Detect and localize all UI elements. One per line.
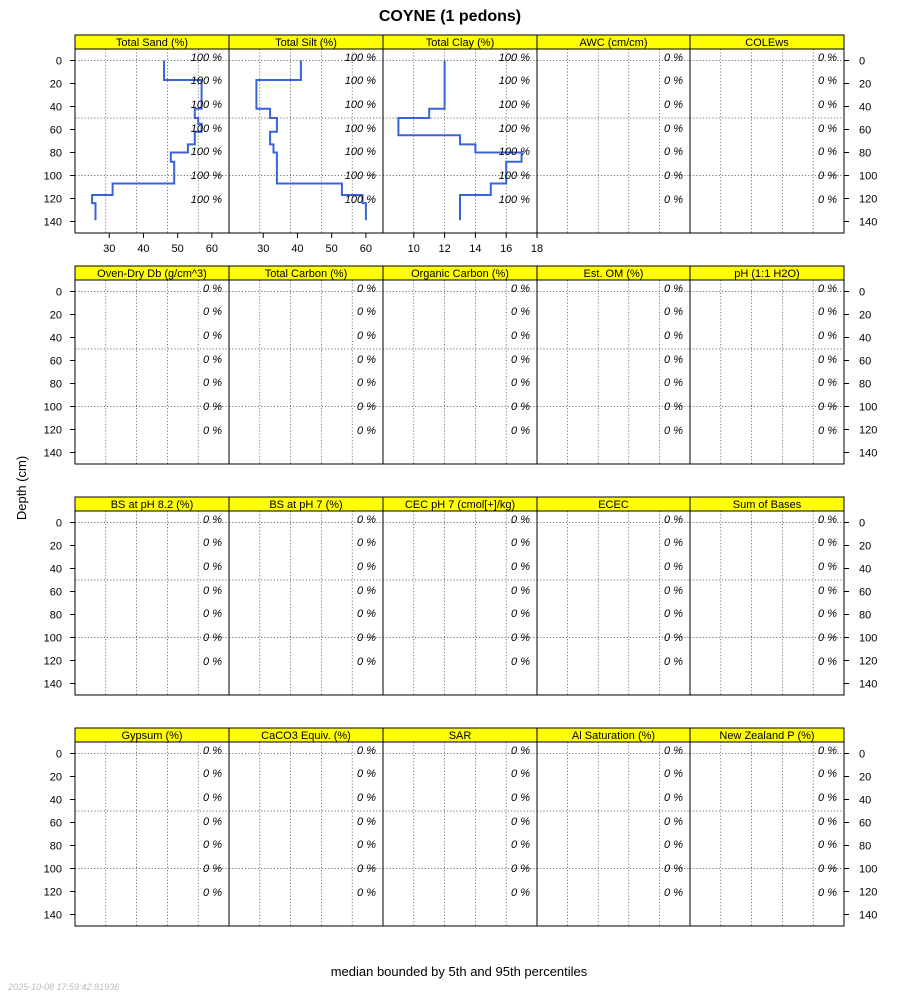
depth-tick-label-right: 140 [859,216,878,229]
percent-label: 0 % [203,608,222,620]
percent-label: 0 % [203,632,222,644]
percent-label: 0 % [357,792,376,804]
percent-label: 0 % [818,608,837,620]
panel [690,266,844,464]
percent-label: 0 % [664,306,683,318]
percent-label: 0 % [818,656,837,668]
percent-label: 0 % [664,146,683,158]
percent-label: 100 % [344,146,376,158]
strip-title: SAR [448,730,472,742]
x-tick-label: 16 [500,243,513,255]
percent-label: 0 % [357,283,376,295]
depth-tick-label-right: 120 [859,886,878,899]
percent-label: 0 % [511,792,530,804]
percent-label: 0 % [664,401,683,413]
strip-title: BS at pH 8.2 (%) [110,499,194,511]
percent-label: 0 % [357,768,376,780]
depth-tick-label-right: 40 [859,794,872,807]
percent-label: 0 % [357,839,376,851]
chart-title: COYNE (1 pedons) [378,8,522,25]
depth-tick-label-left: 100 [43,632,62,645]
panel [383,497,537,695]
percent-label: 0 % [664,816,683,828]
strip-title: CEC pH 7 (cmol[+]/kg) [404,499,516,511]
percent-label: 0 % [203,839,222,851]
depth-tick-label-left: 60 [49,124,62,137]
percent-label: 0 % [664,425,683,437]
percent-label: 0 % [818,306,837,318]
percent-label: 0 % [818,283,837,295]
depth-tick-label-left: 20 [49,540,62,553]
percent-label: 0 % [511,425,530,437]
percent-label: 0 % [511,514,530,526]
percent-label: 0 % [203,537,222,549]
percent-label: 0 % [818,123,837,135]
x-tick-label: 40 [137,243,150,255]
percent-label: 0 % [818,745,837,757]
percent-label: 0 % [357,745,376,757]
depth-tick-label-right: 60 [859,586,872,599]
percent-label: 0 % [818,146,837,158]
depth-tick-label-left: 0 [55,748,62,761]
percent-label: 100 % [498,170,530,182]
panel [383,728,537,926]
depth-tick-label-left: 0 [55,517,62,530]
depth-tick-label-left: 0 [55,55,62,68]
percent-label: 0 % [818,401,837,413]
depth-tick-label-right: 0 [859,748,866,761]
x-tick-label: 50 [171,243,184,255]
percent-label: 100 % [344,123,376,135]
depth-tick-label-right: 80 [859,147,872,160]
depth-tick-label-right: 100 [859,401,878,414]
depth-tick-label-left: 0 [55,286,62,299]
percent-label: 0 % [511,585,530,597]
percent-label: 0 % [203,656,222,668]
strip-title: Total Carbon (%) [264,268,348,280]
percent-label: 100 % [190,75,222,87]
percent-label: 0 % [511,377,530,389]
percent-label: 0 % [818,377,837,389]
percent-label: 0 % [357,425,376,437]
depth-tick-label-left: 100 [43,401,62,414]
percent-label: 0 % [664,863,683,875]
depth-tick-label-right: 60 [859,817,872,830]
depth-tick-label-right: 40 [859,332,872,345]
percent-label: 0 % [818,330,837,342]
x-tick-label: 40 [291,243,304,255]
panels-group [44,35,878,926]
percent-label: 0 % [664,656,683,668]
percent-label: 0 % [818,792,837,804]
percent-label: 0 % [664,283,683,295]
percent-label: 0 % [818,816,837,828]
panel [75,35,229,255]
depth-tick-label-right: 80 [859,609,872,622]
percent-label: 0 % [664,123,683,135]
percent-label: 100 % [498,52,530,64]
depth-tick-label-right: 0 [859,286,866,299]
percent-label: 0 % [818,194,837,206]
depth-tick-label-left: 120 [43,193,62,206]
percent-label: 100 % [190,52,222,64]
percent-label: 100 % [190,146,222,158]
percent-label: 0 % [203,561,222,573]
percent-label: 0 % [818,768,837,780]
depth-tick-label-left: 140 [43,909,62,922]
percent-label: 100 % [498,123,530,135]
strip-title: CaCO3 Equiv. (%) [261,730,351,742]
percent-label: 0 % [818,537,837,549]
depth-tick-label-right: 20 [859,540,872,553]
percent-label: 100 % [190,123,222,135]
percent-label: 100 % [344,99,376,111]
percent-label: 0 % [357,377,376,389]
depth-tick-label-left: 120 [43,886,62,899]
percent-label: 0 % [664,354,683,366]
panel [383,35,543,255]
percent-label: 0 % [664,170,683,182]
x-tick-label: 30 [257,243,270,255]
percent-label: 100 % [498,146,530,158]
panel [690,35,844,233]
strip-title: COLEws [745,37,789,49]
depth-tick-label-right: 100 [859,632,878,645]
strip-title: Total Silt (%) [275,37,337,49]
strip-title: Sum of Bases [732,499,802,511]
percent-label: 0 % [818,354,837,366]
percent-label: 0 % [203,425,222,437]
percent-label: 0 % [664,839,683,851]
percent-label: 100 % [190,170,222,182]
percent-label: 0 % [511,330,530,342]
percent-label: 0 % [511,537,530,549]
depth-tick-label-right: 120 [859,424,878,437]
percent-label: 0 % [203,792,222,804]
strip-title: New Zealand P (%) [719,730,815,742]
percent-label: 0 % [664,585,683,597]
percent-label: 0 % [357,632,376,644]
percent-label: 100 % [190,194,222,206]
x-tick-label: 18 [530,243,544,255]
percent-label: 0 % [664,537,683,549]
depth-tick-label-left: 100 [43,863,62,876]
percent-label: 0 % [511,283,530,295]
percent-label: 0 % [818,75,837,87]
percent-label: 100 % [498,99,530,111]
strip-title: Est. OM (%) [583,268,644,280]
depth-tick-label-left: 40 [49,101,62,114]
percent-label: 0 % [357,354,376,366]
percent-label: 0 % [818,425,837,437]
percent-label: 0 % [818,839,837,851]
percent-label: 0 % [511,306,530,318]
timestamp: 2025-10-08 17:59:42.81936 [8,982,120,992]
percent-label: 0 % [357,561,376,573]
depth-tick-label-right: 20 [859,309,872,322]
percent-label: 0 % [511,768,530,780]
percent-label: 0 % [203,283,222,295]
depth-tick-label-right: 140 [859,909,878,922]
depth-tick-label-right: 120 [859,655,878,668]
depth-tick-label-left: 100 [43,170,62,183]
percent-label: 0 % [664,608,683,620]
panel [690,497,844,695]
percent-label: 0 % [818,585,837,597]
panel [537,497,690,695]
percent-label: 0 % [511,816,530,828]
depth-tick-label-right: 0 [859,55,866,68]
strip-title: BS at pH 7 (%) [269,499,343,511]
percent-label: 0 % [664,99,683,111]
percent-label: 0 % [203,401,222,413]
strip-title: pH (1:1 H2O) [734,268,800,280]
percent-label: 0 % [203,745,222,757]
depth-tick-label-left: 80 [49,840,62,853]
percent-label: 0 % [511,863,530,875]
depth-tick-label-right: 140 [859,678,878,691]
percent-label: 0 % [511,401,530,413]
depth-tick-label-left: 40 [49,332,62,345]
strip-title: AWC (cm/cm) [579,37,648,49]
strip-title: Oven-Dry Db (g/cm^3) [97,268,207,280]
percent-label: 0 % [511,561,530,573]
percent-label: 0 % [203,306,222,318]
depth-tick-label-left: 60 [49,586,62,599]
depth-tick-label-left: 80 [49,609,62,622]
percent-label: 0 % [203,514,222,526]
percent-label: 100 % [344,52,376,64]
percent-label: 0 % [511,887,530,899]
strip-title: Total Clay (%) [425,37,495,49]
depth-tick-label-right: 0 [859,517,866,530]
depth-tick-label-right: 40 [859,101,872,114]
percent-label: 100 % [344,170,376,182]
percent-label: 0 % [664,194,683,206]
percent-label: 0 % [818,52,837,64]
depth-tick-label-left: 60 [49,355,62,368]
depth-tick-label-left: 20 [49,78,62,91]
panel [537,728,690,926]
x-tick-label: 14 [469,243,482,255]
percent-label: 0 % [511,608,530,620]
percent-label: 0 % [203,585,222,597]
depth-tick-label-right: 20 [859,771,872,784]
percent-label: 100 % [344,75,376,87]
percent-label: 0 % [203,887,222,899]
percent-label: 0 % [664,561,683,573]
percent-label: 0 % [818,561,837,573]
percent-label: 0 % [818,99,837,111]
depth-tick-label-right: 100 [859,170,878,183]
depth-tick-label-left: 120 [43,655,62,668]
depth-tick-label-left: 80 [49,378,62,391]
panel [229,728,383,926]
x-tick-label: 50 [325,243,338,255]
panel [537,266,690,464]
depth-tick-label-right: 60 [859,355,872,368]
percent-label: 0 % [664,745,683,757]
depth-tick-label-left: 140 [43,447,62,460]
percent-label: 0 % [664,768,683,780]
depth-tick-label-left: 80 [49,147,62,160]
depth-tick-label-left: 20 [49,309,62,322]
percent-label: 0 % [203,816,222,828]
panel [229,35,383,255]
strip-title: Al Saturation (%) [571,730,656,742]
percent-label: 0 % [357,514,376,526]
x-axis-caption: median bounded by 5th and 95th percentiles [330,964,588,979]
percent-label: 0 % [664,52,683,64]
panel [75,497,229,695]
depth-tick-label-right: 120 [859,193,878,206]
percent-label: 0 % [664,632,683,644]
percent-label: 0 % [357,863,376,875]
panel [537,35,690,233]
x-tick-label: 12 [438,243,451,255]
percent-label: 100 % [190,99,222,111]
panel [75,728,229,926]
depth-tick-label-right: 80 [859,840,872,853]
depth-tick-label-left: 20 [49,771,62,784]
percent-label: 100 % [498,75,530,87]
y-axis-label: Depth (cm) [14,455,29,521]
depth-tick-label-right: 60 [859,124,872,137]
panel [690,728,844,926]
depth-tick-label-left: 60 [49,817,62,830]
percent-label: 0 % [357,816,376,828]
depth-tick-label-right: 140 [859,447,878,460]
percent-label: 0 % [357,585,376,597]
panel [383,266,537,464]
depth-tick-label-left: 40 [49,794,62,807]
x-tick-label: 60 [359,243,373,255]
percent-label: 0 % [357,887,376,899]
panel [229,266,383,464]
percent-label: 0 % [203,863,222,875]
percent-label: 0 % [818,863,837,875]
panel [75,266,229,464]
percent-label: 100 % [344,194,376,206]
depth-tick-label-left: 40 [49,563,62,576]
percent-label: 0 % [664,377,683,389]
strip-title: Gypsum (%) [121,730,183,742]
percent-label: 0 % [357,537,376,549]
percent-label: 0 % [357,306,376,318]
percent-label: 0 % [357,608,376,620]
depth-tick-label-left: 140 [43,216,62,229]
percent-label: 100 % [498,194,530,206]
percent-label: 0 % [664,330,683,342]
percent-label: 0 % [511,632,530,644]
x-tick-label: 10 [407,243,420,255]
percent-label: 0 % [664,887,683,899]
depth-tick-label-left: 120 [43,424,62,437]
percent-label: 0 % [664,75,683,87]
x-tick-label: 60 [205,243,219,255]
percent-label: 0 % [511,354,530,366]
percent-label: 0 % [203,768,222,780]
depth-tick-label-left: 140 [43,678,62,691]
strip-title: Total Sand (%) [115,37,189,49]
percent-label: 0 % [203,330,222,342]
percent-label: 0 % [357,401,376,413]
depth-tick-label-right: 100 [859,863,878,876]
depth-tick-label-right: 20 [859,78,872,91]
x-tick-label: 30 [103,243,116,255]
percent-label: 0 % [357,656,376,668]
percent-label: 0 % [818,632,837,644]
depth-tick-label-right: 80 [859,378,872,391]
strip-title: Organic Carbon (%) [411,268,509,280]
percent-label: 0 % [203,377,222,389]
percent-label: 0 % [818,170,837,182]
percent-label: 0 % [357,330,376,342]
percent-label: 0 % [818,514,837,526]
percent-label: 0 % [818,887,837,899]
percent-label: 0 % [511,656,530,668]
depth-tick-label-right: 40 [859,563,872,576]
percent-label: 0 % [511,745,530,757]
panel [229,497,383,695]
percent-label: 0 % [511,839,530,851]
percent-label: 0 % [203,354,222,366]
percent-label: 0 % [664,514,683,526]
strip-title: ECEC [598,499,629,511]
percent-label: 0 % [664,792,683,804]
